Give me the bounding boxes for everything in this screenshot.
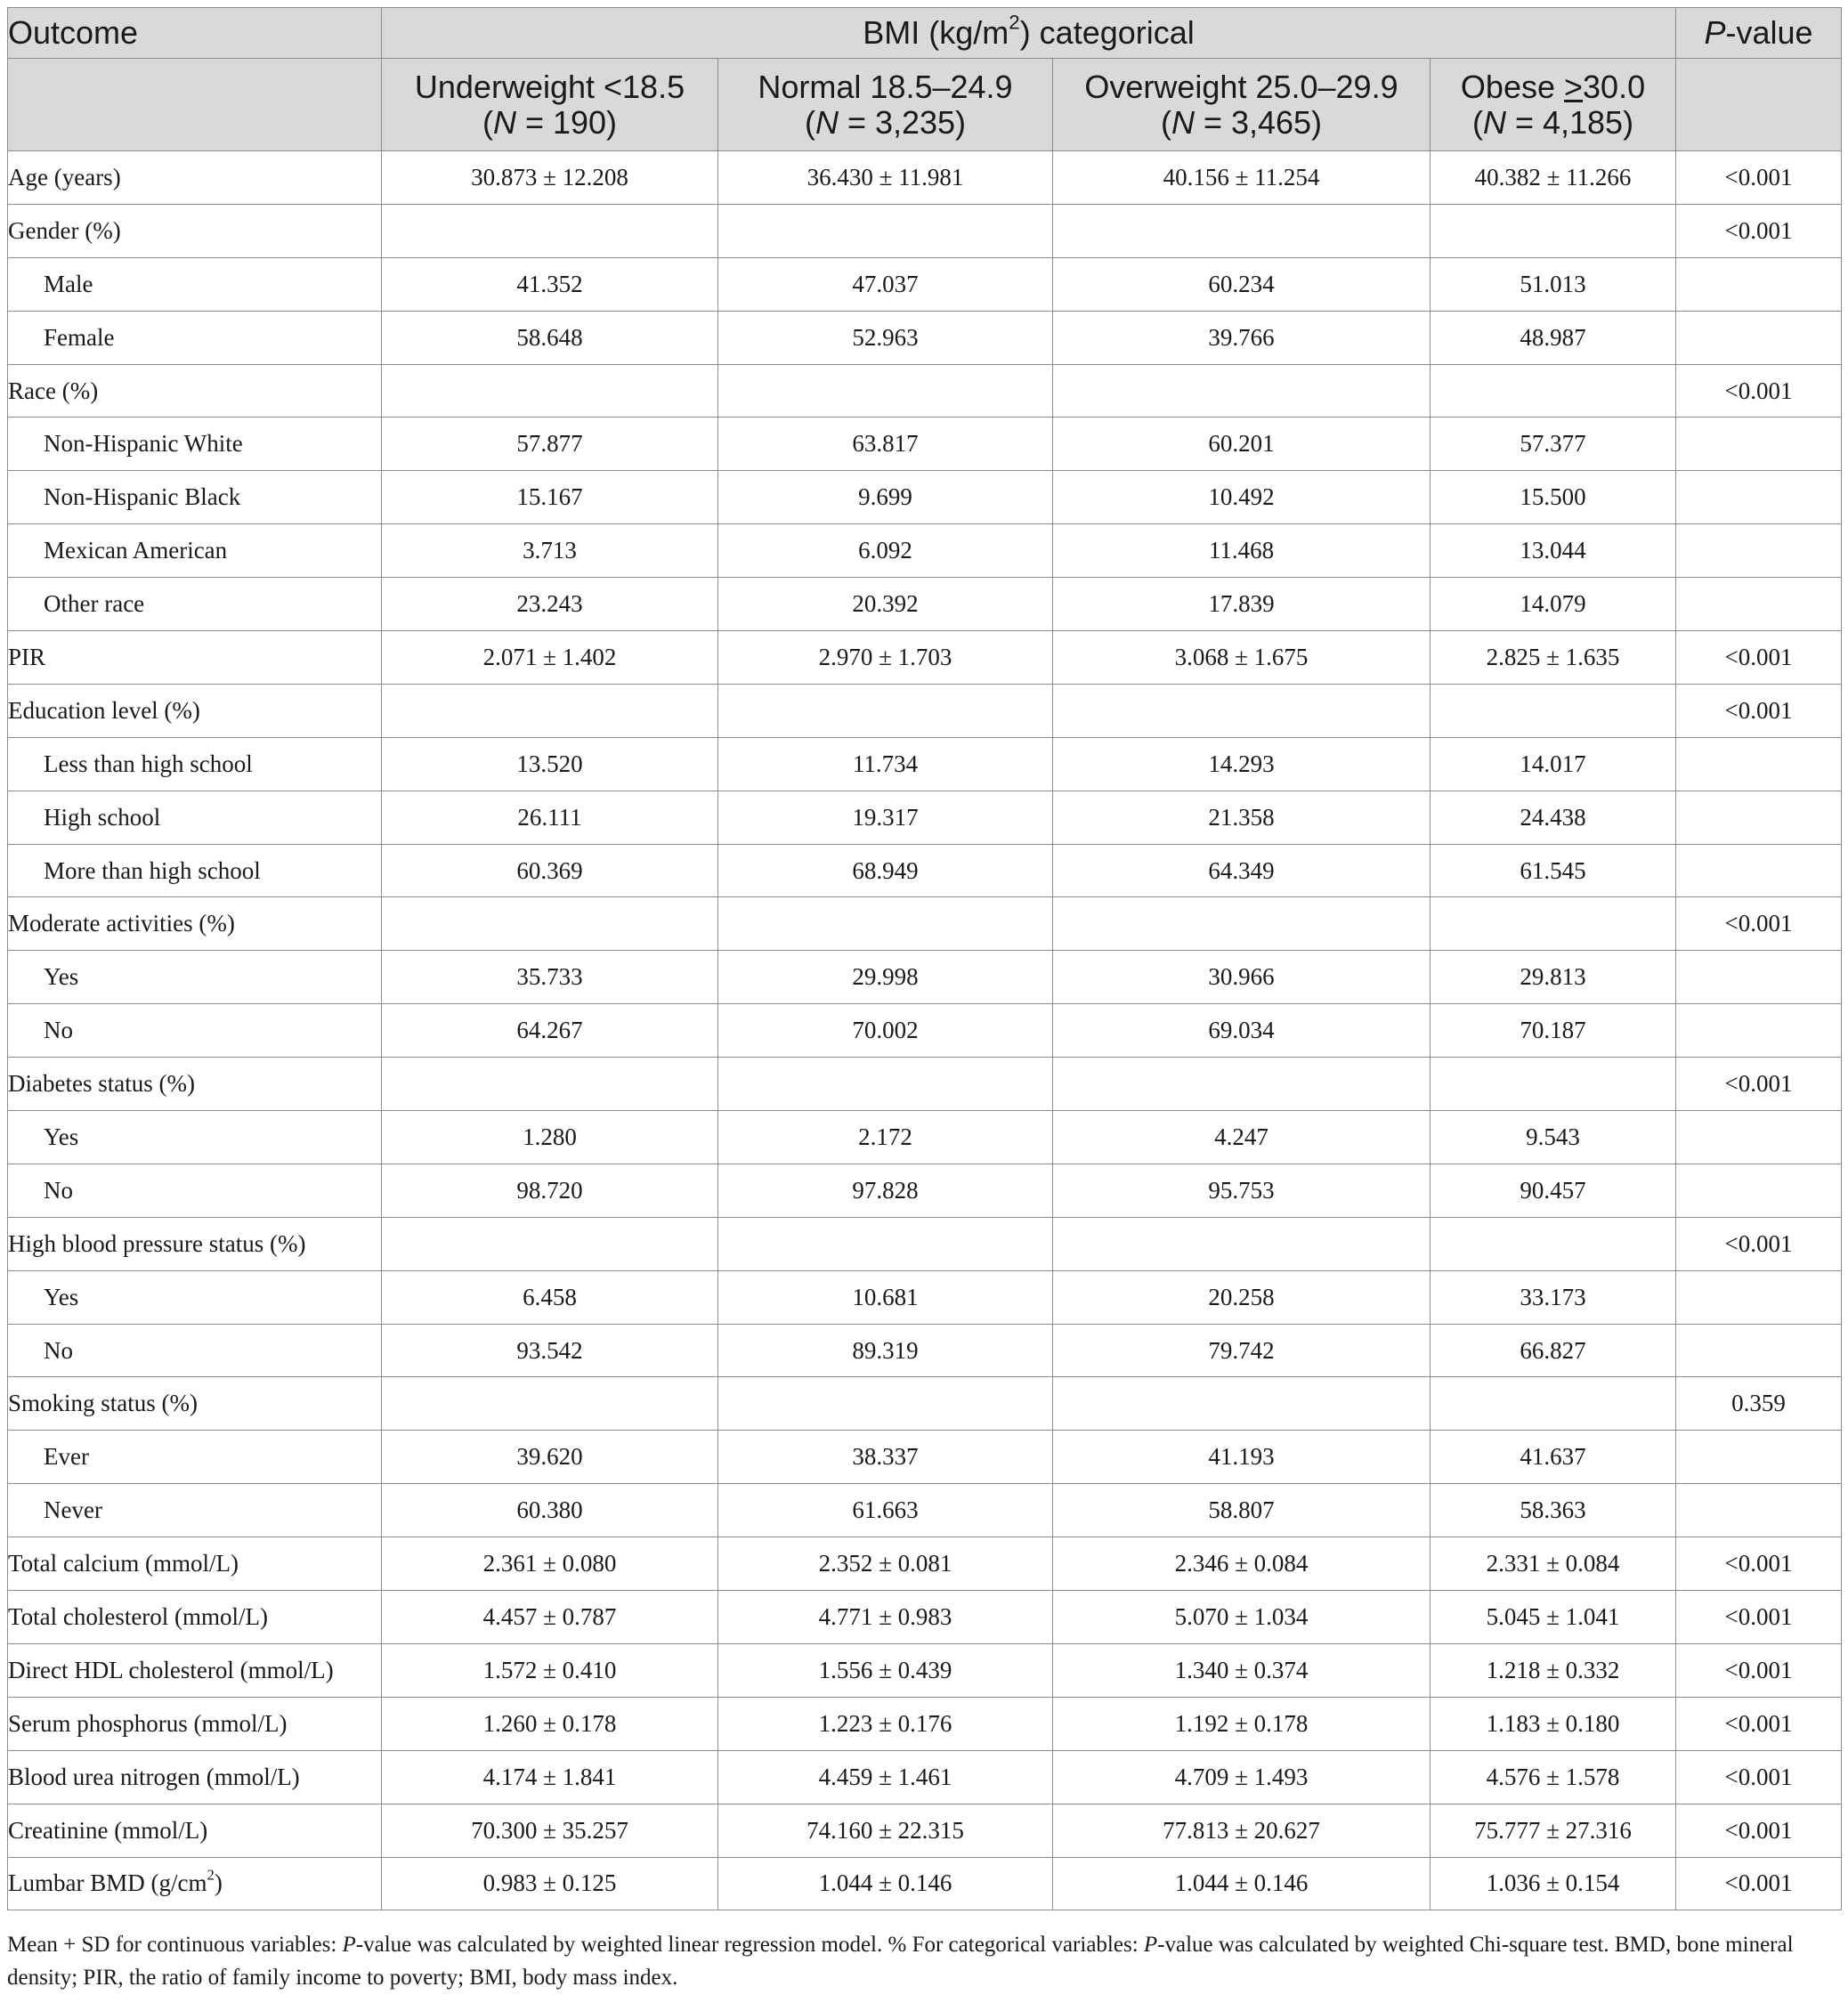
value-cell: 3.713 bbox=[382, 524, 718, 578]
pvalue-header-p: P bbox=[1704, 14, 1726, 51]
row-label: Gender (%) bbox=[8, 204, 382, 257]
value-cell: 77.813 ± 20.627 bbox=[1053, 1804, 1431, 1857]
pvalue-cell: <0.001 bbox=[1676, 151, 1842, 205]
pvalue-cell: <0.001 bbox=[1676, 1697, 1842, 1750]
col-header-name: Underweight <18.5 bbox=[414, 68, 685, 105]
value-cell: 35.733 bbox=[382, 951, 718, 1004]
pvalue-cell bbox=[1676, 844, 1842, 897]
col-header-name: Normal 18.5–24.9 bbox=[758, 68, 1013, 105]
value-cell: 15.167 bbox=[382, 471, 718, 524]
row-label: Age (years) bbox=[8, 151, 382, 205]
value-cell: 40.382 ± 11.266 bbox=[1431, 151, 1676, 205]
row-label: More than high school bbox=[8, 844, 382, 897]
value-cell bbox=[1053, 1217, 1431, 1270]
value-cell: 2.071 ± 1.402 bbox=[382, 631, 718, 685]
bmi-header-sup: 2 bbox=[1009, 11, 1020, 34]
value-cell: 30.873 ± 12.208 bbox=[382, 151, 718, 205]
value-cell: 70.300 ± 35.257 bbox=[382, 1804, 718, 1857]
row-label: Yes bbox=[8, 1270, 382, 1324]
value-cell bbox=[1053, 364, 1431, 418]
value-cell: 69.034 bbox=[1053, 1004, 1431, 1058]
value-cell: 47.037 bbox=[718, 257, 1053, 311]
table-row bbox=[8, 1004, 1842, 1058]
pvalue-cell bbox=[1676, 418, 1842, 471]
value-cell: 5.045 ± 1.041 bbox=[1431, 1591, 1676, 1644]
table-row bbox=[8, 204, 1842, 257]
value-cell: 97.828 bbox=[718, 1164, 1053, 1217]
table-row bbox=[8, 1537, 1842, 1591]
table-row bbox=[8, 1484, 1842, 1537]
pvalue-cell: <0.001 bbox=[1676, 684, 1842, 737]
table-container bbox=[7, 7, 1841, 1910]
table-row bbox=[8, 1324, 1842, 1377]
table-row bbox=[8, 1058, 1842, 1111]
row-label: Yes bbox=[8, 1111, 382, 1164]
value-cell: 6.458 bbox=[382, 1270, 718, 1324]
col-header-n: (N = 3,465) bbox=[1160, 103, 1323, 141]
row-label: Education level (%) bbox=[8, 684, 382, 737]
value-cell: 1.183 ± 0.180 bbox=[1431, 1697, 1676, 1750]
pvalue-cell bbox=[1676, 578, 1842, 631]
value-cell: 58.807 bbox=[1053, 1484, 1431, 1537]
table-row bbox=[8, 844, 1842, 897]
table-row bbox=[8, 1217, 1842, 1270]
value-cell: 23.243 bbox=[382, 578, 718, 631]
col-header-obese bbox=[1431, 59, 1676, 151]
pvalue-cell: <0.001 bbox=[1676, 1804, 1842, 1857]
value-cell: 4.459 ± 1.461 bbox=[718, 1750, 1053, 1804]
row-label: Never bbox=[8, 1484, 382, 1537]
value-cell: 6.092 bbox=[718, 524, 1053, 578]
value-cell bbox=[1053, 1058, 1431, 1111]
value-cell: 4.576 ± 1.578 bbox=[1431, 1750, 1676, 1804]
pvalue-header-blank bbox=[1676, 59, 1842, 151]
value-cell: 58.648 bbox=[382, 311, 718, 364]
value-cell: 40.156 ± 11.254 bbox=[1053, 151, 1431, 205]
pvalue-cell: <0.001 bbox=[1676, 1537, 1842, 1591]
table-row bbox=[8, 1431, 1842, 1484]
value-cell: 29.998 bbox=[718, 951, 1053, 1004]
value-cell: 15.500 bbox=[1431, 471, 1676, 524]
value-cell: 38.337 bbox=[718, 1431, 1053, 1484]
value-cell: 64.267 bbox=[382, 1004, 718, 1058]
row-label: Yes bbox=[8, 951, 382, 1004]
value-cell: 48.987 bbox=[1431, 311, 1676, 364]
value-cell: 14.293 bbox=[1053, 737, 1431, 791]
value-cell: 9.699 bbox=[718, 471, 1053, 524]
value-cell: 52.963 bbox=[718, 311, 1053, 364]
table-row bbox=[8, 1804, 1842, 1857]
value-cell bbox=[1431, 1058, 1676, 1111]
table-row bbox=[8, 257, 1842, 311]
table-row bbox=[8, 951, 1842, 1004]
value-cell: 20.392 bbox=[718, 578, 1053, 631]
outcome-header-blank bbox=[8, 59, 382, 151]
value-cell: 2.172 bbox=[718, 1111, 1053, 1164]
value-cell bbox=[718, 1058, 1053, 1111]
pvalue-cell: <0.001 bbox=[1676, 1058, 1842, 1111]
value-cell: 14.079 bbox=[1431, 578, 1676, 631]
value-cell bbox=[1431, 204, 1676, 257]
table-row bbox=[8, 364, 1842, 418]
row-label: Blood urea nitrogen (mmol/L) bbox=[8, 1750, 382, 1804]
value-cell bbox=[1431, 1377, 1676, 1431]
value-cell: 1.044 ± 0.146 bbox=[1053, 1857, 1431, 1910]
row-label: Other race bbox=[8, 578, 382, 631]
value-cell: 98.720 bbox=[382, 1164, 718, 1217]
value-cell: 1.556 ± 0.439 bbox=[718, 1643, 1053, 1697]
row-label: Moderate activities (%) bbox=[8, 897, 382, 951]
pvalue-cell: <0.001 bbox=[1676, 1643, 1842, 1697]
value-cell bbox=[382, 364, 718, 418]
row-label: High school bbox=[8, 791, 382, 844]
value-cell: 58.363 bbox=[1431, 1484, 1676, 1537]
value-cell: 13.520 bbox=[382, 737, 718, 791]
pvalue-cell bbox=[1676, 1164, 1842, 1217]
pvalue-cell bbox=[1676, 1484, 1842, 1537]
table-footnote: Mean + SD for continuous variables: P-value was calculated by weighted linear regression model. % For categorical variables: P-value was calculated by weighted Chi-square test. BMD, bone mineral density; PIR, the ratio of family income to poverty; BMI, body mass index. bbox=[7, 1933, 1794, 1990]
value-cell: 39.620 bbox=[382, 1431, 718, 1484]
row-label: Male bbox=[8, 257, 382, 311]
value-cell: 4.247 bbox=[1053, 1111, 1431, 1164]
value-cell: 68.949 bbox=[718, 844, 1053, 897]
pvalue-cell bbox=[1676, 951, 1842, 1004]
table-row bbox=[8, 1377, 1842, 1431]
value-cell: 60.201 bbox=[1053, 418, 1431, 471]
value-cell bbox=[382, 897, 718, 951]
value-cell: 20.258 bbox=[1053, 1270, 1431, 1324]
value-cell bbox=[718, 204, 1053, 257]
value-cell: 5.070 ± 1.034 bbox=[1053, 1591, 1431, 1644]
row-label: Non-Hispanic Black bbox=[8, 471, 382, 524]
row-label: No bbox=[8, 1164, 382, 1217]
row-label: Direct HDL cholesterol (mmol/L) bbox=[8, 1643, 382, 1697]
table-row bbox=[8, 1270, 1842, 1324]
value-cell: 57.877 bbox=[382, 418, 718, 471]
pvalue-cell: <0.001 bbox=[1676, 897, 1842, 951]
value-cell bbox=[1053, 204, 1431, 257]
value-cell: 1.280 bbox=[382, 1111, 718, 1164]
value-cell bbox=[1053, 684, 1431, 737]
row-label: Total cholesterol (mmol/L) bbox=[8, 1591, 382, 1644]
value-cell bbox=[1053, 897, 1431, 951]
row-label: Mexican American bbox=[8, 524, 382, 578]
col-header-n: (N = 4,185) bbox=[1471, 103, 1634, 141]
row-label: Lumbar BMD $(g/cm^2)$ bbox=[8, 1857, 382, 1910]
value-cell: 70.187 bbox=[1431, 1004, 1676, 1058]
value-cell: 57.377 bbox=[1431, 418, 1676, 471]
table-row bbox=[8, 151, 1842, 205]
row-label: No bbox=[8, 1004, 382, 1058]
pvalue-cell: 0.359 bbox=[1676, 1377, 1842, 1431]
value-cell: 1.260 ± 0.178 bbox=[382, 1697, 718, 1750]
pvalue-cell bbox=[1676, 471, 1842, 524]
pvalue-cell bbox=[1676, 1111, 1842, 1164]
table-row bbox=[8, 578, 1842, 631]
pvalue-cell: <0.001 bbox=[1676, 364, 1842, 418]
value-cell: 95.753 bbox=[1053, 1164, 1431, 1217]
value-cell: 4.771 ± 0.983 bbox=[718, 1591, 1053, 1644]
value-cell: 33.173 bbox=[1431, 1270, 1676, 1324]
col-header-n: (N = 3,235) bbox=[804, 103, 967, 141]
value-cell bbox=[382, 1058, 718, 1111]
value-cell: 41.637 bbox=[1431, 1431, 1676, 1484]
table-row bbox=[8, 1111, 1842, 1164]
value-cell: 1.192 ± 0.178 bbox=[1053, 1697, 1431, 1750]
col-header-normal bbox=[718, 59, 1053, 151]
row-label: High blood pressure status (%) bbox=[8, 1217, 382, 1270]
row-label: Total calcium (mmol/L) bbox=[8, 1537, 382, 1591]
pvalue-header-rest: -value bbox=[1725, 14, 1813, 51]
value-cell: 1.044 ± 0.146 bbox=[718, 1857, 1053, 1910]
bmi-header-suffix: ) categorical bbox=[1019, 14, 1195, 51]
value-cell: 41.193 bbox=[1053, 1431, 1431, 1484]
value-cell: 1.572 ± 0.410 bbox=[382, 1643, 718, 1697]
value-cell bbox=[382, 1377, 718, 1431]
pvalue-cell bbox=[1676, 524, 1842, 578]
outcome-header-label: Outcome bbox=[8, 14, 139, 51]
value-cell: 60.234 bbox=[1053, 257, 1431, 311]
row-label: Diabetes status (%) bbox=[8, 1058, 382, 1111]
row-label: Less than high school bbox=[8, 737, 382, 791]
row-label: Smoking status (%) bbox=[8, 1377, 382, 1431]
table-row bbox=[8, 418, 1842, 471]
header-row-1 bbox=[8, 8, 1842, 59]
value-cell: 19.317 bbox=[718, 791, 1053, 844]
table-row bbox=[8, 1643, 1842, 1697]
table-row bbox=[8, 631, 1842, 685]
table-row bbox=[8, 897, 1842, 951]
value-cell: 13.044 bbox=[1431, 524, 1676, 578]
table-row bbox=[8, 1164, 1842, 1217]
value-cell bbox=[1431, 684, 1676, 737]
pvalue-cell bbox=[1676, 1431, 1842, 1484]
value-cell bbox=[1053, 1377, 1431, 1431]
pvalue-cell bbox=[1676, 1270, 1842, 1324]
table-row bbox=[8, 1857, 1842, 1910]
table-row bbox=[8, 1750, 1842, 1804]
table-header bbox=[8, 8, 1842, 151]
value-cell: 3.068 ± 1.675 bbox=[1053, 631, 1431, 685]
table-row bbox=[8, 1591, 1842, 1644]
value-cell: 17.839 bbox=[1053, 578, 1431, 631]
pvalue-cell bbox=[1676, 791, 1842, 844]
value-cell: 61.545 bbox=[1431, 844, 1676, 897]
value-cell: 2.331 ± 0.084 bbox=[1431, 1537, 1676, 1591]
value-cell bbox=[718, 684, 1053, 737]
value-cell: 90.457 bbox=[1431, 1164, 1676, 1217]
value-cell bbox=[382, 204, 718, 257]
value-cell bbox=[1431, 1217, 1676, 1270]
pvalue-cell: <0.001 bbox=[1676, 1750, 1842, 1804]
value-cell: 66.827 bbox=[1431, 1324, 1676, 1377]
table-row bbox=[8, 791, 1842, 844]
value-cell bbox=[382, 1217, 718, 1270]
row-label: Female bbox=[8, 311, 382, 364]
value-cell: 2.346 ± 0.084 bbox=[1053, 1537, 1431, 1591]
value-cell: 63.817 bbox=[718, 418, 1053, 471]
value-cell: 41.352 bbox=[382, 257, 718, 311]
value-cell: 89.319 bbox=[718, 1324, 1053, 1377]
value-cell: 60.380 bbox=[382, 1484, 718, 1537]
value-cell: 93.542 bbox=[382, 1324, 718, 1377]
row-label: PIR bbox=[8, 631, 382, 685]
value-cell: 21.358 bbox=[1053, 791, 1431, 844]
row-label: No bbox=[8, 1324, 382, 1377]
value-cell: 11.734 bbox=[718, 737, 1053, 791]
outcome-header bbox=[8, 8, 382, 59]
value-cell: 1.340 ± 0.374 bbox=[1053, 1643, 1431, 1697]
pvalue-cell: <0.001 bbox=[1676, 1217, 1842, 1270]
bmi-header-prefix: BMI (kg/m bbox=[863, 14, 1009, 51]
value-cell bbox=[718, 1217, 1053, 1270]
table-row bbox=[8, 311, 1842, 364]
col-header-overweight bbox=[1053, 59, 1431, 151]
value-cell bbox=[1431, 364, 1676, 418]
row-label: Serum phosphorus (mmol/L) bbox=[8, 1697, 382, 1750]
pvalue-cell: <0.001 bbox=[1676, 1591, 1842, 1644]
table-body bbox=[8, 151, 1842, 1910]
row-label: Race (%) bbox=[8, 364, 382, 418]
row-label: Ever bbox=[8, 1431, 382, 1484]
value-cell: 1.218 ± 0.332 bbox=[1431, 1643, 1676, 1697]
value-cell: 2.352 ± 0.081 bbox=[718, 1537, 1053, 1591]
value-cell: 10.681 bbox=[718, 1270, 1053, 1324]
pvalue-cell bbox=[1676, 1324, 1842, 1377]
col-header-underweight bbox=[382, 59, 718, 151]
value-cell: 60.369 bbox=[382, 844, 718, 897]
pvalue-cell bbox=[1676, 257, 1842, 311]
pvalue-cell bbox=[1676, 311, 1842, 364]
value-cell: 2.361 ± 0.080 bbox=[382, 1537, 718, 1591]
value-cell: 2.970 ± 1.703 bbox=[718, 631, 1053, 685]
value-cell: 26.111 bbox=[382, 791, 718, 844]
value-cell: 30.966 bbox=[1053, 951, 1431, 1004]
value-cell: 10.492 bbox=[1053, 471, 1431, 524]
value-cell: 29.813 bbox=[1431, 951, 1676, 1004]
row-label: Non-Hispanic White bbox=[8, 418, 382, 471]
value-cell: 2.825 ± 1.635 bbox=[1431, 631, 1676, 685]
value-cell: 74.160 ± 22.315 bbox=[718, 1804, 1053, 1857]
value-cell: 1.036 ± 0.154 bbox=[1431, 1857, 1676, 1910]
pvalue-cell bbox=[1676, 1004, 1842, 1058]
table-row bbox=[8, 684, 1842, 737]
col-header-name: Overweight 25.0–29.9 bbox=[1084, 68, 1398, 105]
baseline-characteristics-table bbox=[7, 7, 1842, 1910]
value-cell: 9.543 bbox=[1431, 1111, 1676, 1164]
value-cell bbox=[718, 1377, 1053, 1431]
row-label: Creatinine (mmol/L) bbox=[8, 1804, 382, 1857]
value-cell: 11.468 bbox=[1053, 524, 1431, 578]
table-row bbox=[8, 471, 1842, 524]
pvalue-header bbox=[1676, 8, 1842, 59]
table-row bbox=[8, 737, 1842, 791]
col-header-n: (N = 190) bbox=[482, 103, 618, 141]
value-cell: 51.013 bbox=[1431, 257, 1676, 311]
value-cell: 70.002 bbox=[718, 1004, 1053, 1058]
value-cell: 4.709 ± 1.493 bbox=[1053, 1750, 1431, 1804]
value-cell: 4.174 ± 1.841 bbox=[382, 1750, 718, 1804]
value-cell: 36.430 ± 11.981 bbox=[718, 151, 1053, 205]
value-cell: 4.457 ± 0.787 bbox=[382, 1591, 718, 1644]
table-row bbox=[8, 524, 1842, 578]
header-row-2 bbox=[8, 59, 1842, 151]
value-cell: 14.017 bbox=[1431, 737, 1676, 791]
value-cell: 64.349 bbox=[1053, 844, 1431, 897]
pvalue-cell: <0.001 bbox=[1676, 631, 1842, 685]
pvalue-cell: <0.001 bbox=[1676, 1857, 1842, 1910]
value-cell: 24.438 bbox=[1431, 791, 1676, 844]
value-cell bbox=[718, 897, 1053, 951]
table-row bbox=[8, 1697, 1842, 1750]
value-cell bbox=[718, 364, 1053, 418]
pvalue-cell: <0.001 bbox=[1676, 204, 1842, 257]
pvalue-cell bbox=[1676, 737, 1842, 791]
col-header-name: Obese >30.0 bbox=[1460, 68, 1646, 105]
value-cell: 1.223 ± 0.176 bbox=[718, 1697, 1053, 1750]
bmi-group-header bbox=[382, 8, 1676, 59]
value-cell bbox=[382, 684, 718, 737]
value-cell: 75.777 ± 27.316 bbox=[1431, 1804, 1676, 1857]
value-cell: 39.766 bbox=[1053, 311, 1431, 364]
value-cell: 79.742 bbox=[1053, 1324, 1431, 1377]
value-cell: 0.983 ± 0.125 bbox=[382, 1857, 718, 1910]
value-cell: 61.663 bbox=[718, 1484, 1053, 1537]
value-cell bbox=[1431, 897, 1676, 951]
